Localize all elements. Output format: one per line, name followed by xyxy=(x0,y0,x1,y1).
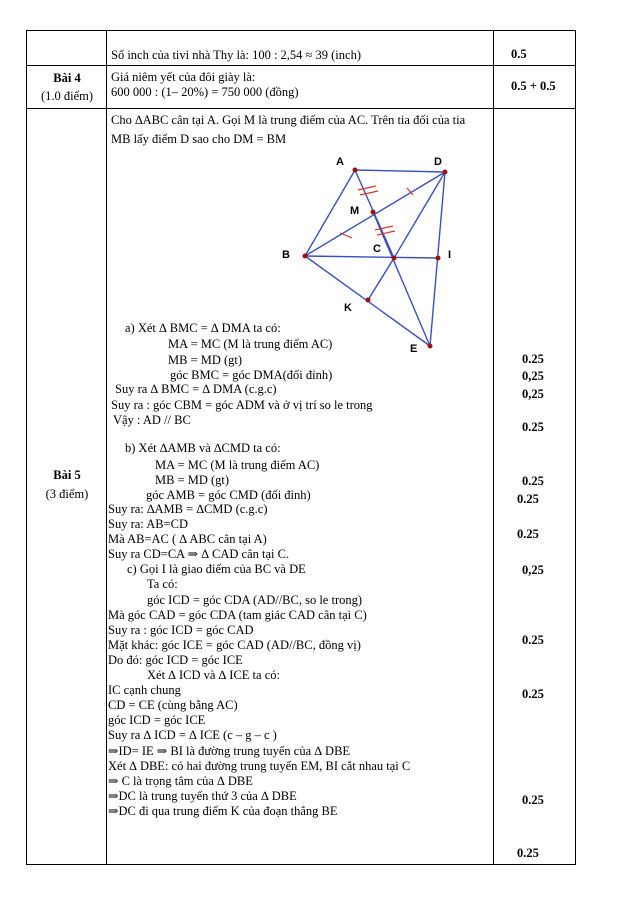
proof-line: IC cạnh chung xyxy=(108,683,181,697)
proof-line: MA = MC (M là trung điểm AC) xyxy=(168,337,333,351)
proof-line: Suy ra : góc ICD = góc CAD xyxy=(108,623,254,637)
label-A: A xyxy=(336,156,344,168)
score: 0.25 xyxy=(522,352,544,366)
label-B: B xyxy=(282,249,290,261)
score: 0.25 xyxy=(517,527,539,541)
bai4-line2: 600 000 : (1– 20%) = 750 000 (đồng) xyxy=(111,85,299,99)
proof-line: a) Xét ∆ BMC = ∆ DMA ta có: xyxy=(125,321,281,335)
geometry-figure xyxy=(270,150,470,355)
proof-line: ⇒ID= IE ⇒ BI là đường trung tuyến của ∆ DBE xyxy=(108,744,351,758)
segment-CK xyxy=(368,258,394,300)
score-bai4: 0.5 + 0.5 xyxy=(511,79,556,93)
proof-line: góc ICD = góc ICE xyxy=(108,713,206,727)
proof-line: Mà góc CAD = góc CDA (tam giác CAD cân tại C) xyxy=(108,608,367,622)
bai5-intro1: Cho ∆ABC cân tại A. Gọi M là trung điểm của AC. Trên tia đối của tia xyxy=(111,113,466,127)
proof-line: Ta có: xyxy=(147,577,178,591)
segment-BI xyxy=(305,256,438,258)
proof-line: Do đó: góc ICD = góc ICE xyxy=(108,653,243,667)
score: 0.25 xyxy=(522,420,544,434)
label-E: E xyxy=(410,343,418,355)
proof-line: Suy ra CD=CA ⇒ ∆ CAD cân tại C. xyxy=(108,547,290,561)
proof-line: Vậy : AD // BC xyxy=(113,413,191,427)
score: 0.25 xyxy=(517,492,539,506)
proof-line: ⇒DC là trung tuyến thứ 3 của ∆ DBE xyxy=(108,789,297,803)
proof-line: Mà AB=AC ( ∆ ABC cân tại A) xyxy=(108,532,267,546)
segment-CD xyxy=(394,172,445,258)
proof-line: ⇒DC đi qua trung điểm K của đoạn thẳng BE xyxy=(108,804,338,818)
proof-line: Mặt khác: góc ICE = góc CAD (AD//BC, đồng vị) xyxy=(108,638,361,652)
proof-line: Suy ra ∆ ICD = ∆ ICE (c – g – c ) xyxy=(108,728,277,742)
bai5-intro2: MB lấy điểm D sao cho DM = BM xyxy=(111,132,287,146)
label-D: D xyxy=(434,156,442,168)
proof-line: MA = MC (M là trung điểm AC) xyxy=(155,458,320,472)
label-K: K xyxy=(344,302,352,314)
proof-line: b) Xét ∆AMB và ∆CMD ta có: xyxy=(125,441,281,455)
score: 0.25 xyxy=(522,793,544,807)
score: 0.25 xyxy=(522,474,544,488)
score: 0.25 xyxy=(522,633,544,647)
proof-line: MB = MD (gt) xyxy=(168,353,243,367)
score: 0.25 xyxy=(522,687,544,701)
proof-line: Suy ra ∆ BMC = ∆ DMA (c.g.c) xyxy=(115,382,277,396)
proof-line: Xét ∆ ICD và ∆ ICE ta có: xyxy=(147,668,280,682)
proof-line: Xét ∆ DBE: có hai đường trung tuyến EM, BI cắt nhau tại C xyxy=(108,759,411,773)
proof-line: góc ICD = góc CDA (AD//BC, so le trong) xyxy=(147,593,363,607)
proof-line: CD = CE (cùng bằng AC) xyxy=(108,698,238,712)
label-I: I xyxy=(448,249,452,261)
bai5-label: Bài 5 xyxy=(53,468,81,482)
score: 0,25 xyxy=(522,563,544,577)
proof-line: góc BMC = góc DMA(đối đỉnh) xyxy=(170,368,333,382)
label-C: C xyxy=(373,243,381,255)
label-M: M xyxy=(350,205,360,217)
proof-line: Suy ra: AB=CD xyxy=(108,517,188,531)
score-tivi: 0.5 xyxy=(511,47,527,61)
bai5-points: (3 điểm) xyxy=(45,487,89,501)
tivi-inch-line: Số inch của tivi nhà Thy là: 100 : 2,54 ≈ 39 (inch) xyxy=(111,48,361,62)
score: 0,25 xyxy=(522,387,544,401)
proof-line: ⇒ C là trọng tâm của ∆ DBE xyxy=(108,774,253,788)
segment-AB xyxy=(305,170,355,256)
score: 0.25 xyxy=(517,846,539,860)
bai4-points: (1.0 điểm) xyxy=(40,89,94,103)
proof-line: MB = MD (gt) xyxy=(155,473,230,487)
proof-line: Suy ra: ∆AMB = ∆CMD (c.g.c) xyxy=(108,502,268,516)
proof-line: góc AMB = góc CMD (đối đỉnh) xyxy=(146,488,311,502)
proof-line: Suy ra : góc CBM = góc ADM và ở vị trí so le trong xyxy=(111,398,373,412)
segment-AD xyxy=(355,170,445,172)
bai4-line1: Giá niêm yết của đôi giày là: xyxy=(111,70,256,84)
bai4-label: Bài 4 xyxy=(53,71,81,85)
proof-line: c) Gọi I là giao điểm của BC và DE xyxy=(127,562,306,576)
score: 0,25 xyxy=(522,369,544,383)
